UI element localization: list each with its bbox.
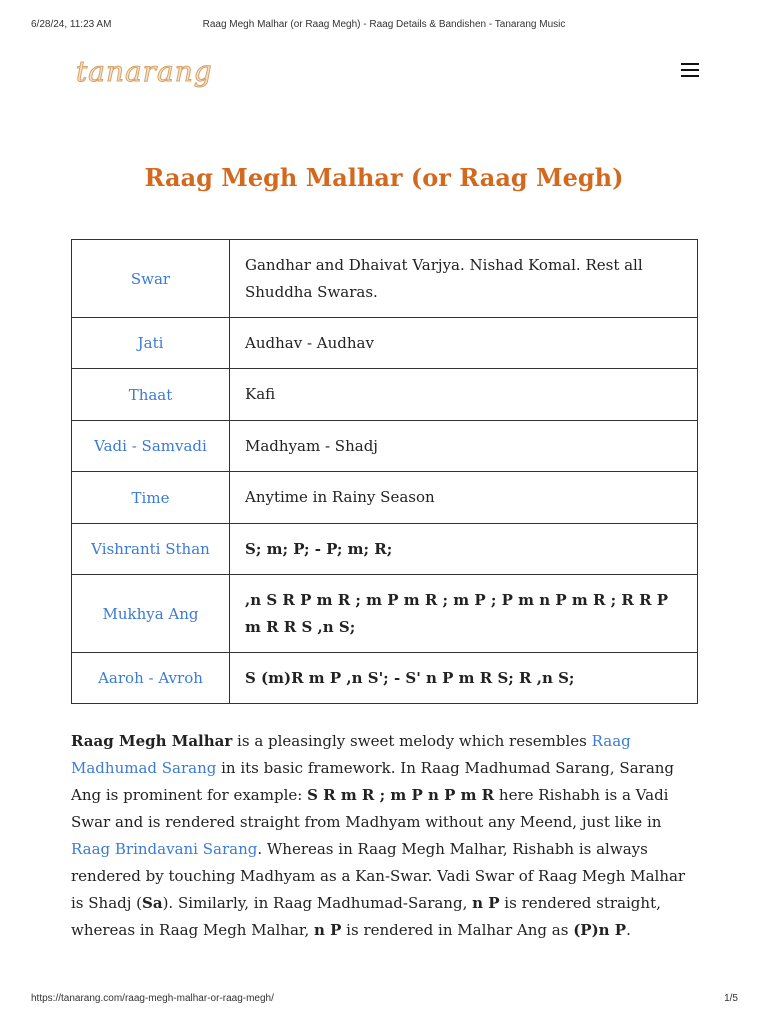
table-row bbox=[72, 472, 698, 524]
row-label-vadi-samvadi[interactable]: Vadi - Samvadi bbox=[72, 421, 230, 472]
raag-details-table bbox=[71, 239, 698, 704]
row-label-swar[interactable]: Swar bbox=[72, 240, 230, 318]
table-row bbox=[72, 318, 698, 369]
notation-bold: (P)n P bbox=[573, 921, 627, 939]
row-value-aaroh-avroh: S (m)R m P ,n S'; - S' n P m R S; R ,n S; bbox=[230, 653, 698, 704]
text-segment: is rendered in Malhar Ang as bbox=[341, 921, 574, 939]
print-page-title: Raag Megh Malhar (or Raag Megh) - Raag Details & Bandishen - Tanarang Music bbox=[202, 19, 566, 30]
print-footer bbox=[0, 993, 768, 1007]
table-row bbox=[72, 524, 698, 575]
row-value-thaat: Kafi bbox=[230, 369, 698, 421]
text-segment: is rendered straight, whereas in Raag Megh Malhar, bbox=[71, 894, 661, 939]
text-segment: here Rishabh is a Vadi Swar and is rendered straight from Madhyam without any Meend, just like in bbox=[71, 786, 669, 831]
site-logo[interactable]: tanarang bbox=[76, 55, 213, 88]
text-segment: ). Similarly, in Raag Madhumad-Sarang, bbox=[162, 894, 473, 912]
notation-bold: n P bbox=[472, 894, 500, 912]
notation-bold: S R m R ; m P n P m R bbox=[307, 786, 495, 804]
notation-bold: n P bbox=[313, 921, 342, 939]
print-page-number: 1/5 bbox=[724, 993, 738, 1004]
print-header bbox=[0, 19, 768, 33]
print-datetime: 6/28/24, 11:23 AM bbox=[31, 19, 112, 30]
row-label-aaroh-avroh[interactable]: Aaroh - Avroh bbox=[72, 653, 230, 704]
table-row bbox=[72, 575, 698, 653]
page-title: Raag Megh Malhar (or Raag Megh) bbox=[144, 163, 624, 192]
raag-name-bold: Raag Megh Malhar bbox=[71, 732, 233, 750]
row-label-time[interactable]: Time bbox=[72, 472, 230, 524]
row-value-vadi-samvadi: Madhyam - Shadj bbox=[230, 421, 698, 472]
row-value-swar: Gandhar and Dhaivat Varjya. Nishad Komal. Rest all Shuddha Swaras. bbox=[230, 240, 698, 318]
hamburger-menu-icon[interactable] bbox=[681, 62, 699, 78]
print-url: https://tanarang.com/raag-megh-malhar-or-raag-megh/ bbox=[31, 993, 274, 1004]
text-segment: . Whereas in Raag Megh Malhar, Rishabh is always rendered by touching Madhyam as a Kan-Swar. Vadi Swar of Raag Megh Malhar is Shadj ( bbox=[71, 840, 686, 912]
text-segment: . bbox=[626, 921, 631, 939]
row-value-vishranti-sthan: S; m; P; - P; m; R; bbox=[230, 524, 698, 575]
link-raag-brindavani-sarang[interactable]: Raag Brindavani Sarang bbox=[71, 840, 258, 858]
row-value-time: Anytime in Rainy Season bbox=[230, 472, 698, 524]
table-row bbox=[72, 240, 698, 318]
row-value-mukhya-ang: ,n S R P m R ; m P m R ; m P ; P m n P m R ; R R P m R R S ,n S; bbox=[230, 575, 698, 653]
notation-bold: Sa bbox=[142, 894, 163, 912]
description-paragraph bbox=[71, 728, 701, 944]
row-label-thaat[interactable]: Thaat bbox=[72, 369, 230, 421]
text-segment: in its basic framework. In Raag Madhumad Sarang, Sarang Ang is prominent for example: bbox=[71, 759, 675, 804]
text-segment: is a pleasingly sweet melody which resembles bbox=[232, 732, 592, 750]
table-row bbox=[72, 653, 698, 704]
row-value-jati: Audhav - Audhav bbox=[230, 318, 698, 369]
row-label-mukhya-ang[interactable]: Mukhya Ang bbox=[72, 575, 230, 653]
table-row bbox=[72, 421, 698, 472]
link-raag-madhumad-sarang[interactable]: Raag Madhumad Sarang bbox=[71, 732, 631, 777]
row-label-vishranti-sthan[interactable]: Vishranti Sthan bbox=[72, 524, 230, 575]
table-row bbox=[72, 369, 698, 421]
row-label-jati[interactable]: Jati bbox=[72, 318, 230, 369]
